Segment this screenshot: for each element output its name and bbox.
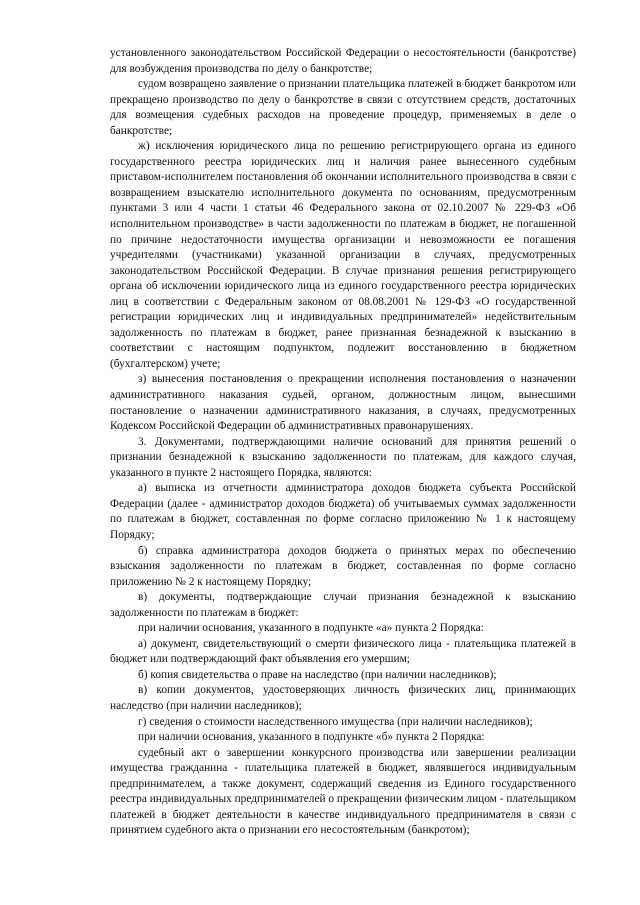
paragraph: судом возвращено заявление о признании плательщика платежей в бюджет банкротом или прекращено производство по делу о банкротстве в связи с отсутствием средств, достаточных для возмещения судебных расходов на проведение процедур, применяемых в деле о банкротстве;: [110, 78, 576, 137]
paragraph: установленного законодательством Российской Федерации о несостоятельности (банкротстве) для возбуждения производства по делу о банкротстве;: [110, 47, 576, 75]
paragraph: в) документы, подтверждающие случаи признания безнадежной к взысканию задолженности по платежам в бюджет:: [110, 591, 576, 619]
paragraph: з) вынесения постановления о прекращении исполнения постановления о назначении административного наказания судьей, органом, должностным лицом, вынесшими постановление о назначении административного наказания, в случаях, предусмотренных Кодексом Российской Федерации об административных правонарушениях.: [110, 373, 576, 433]
document-page: [110, 46, 576, 839]
paragraph: при наличии основания, указанного в подпункте «б» пункта 2 Порядка:: [138, 731, 485, 744]
paragraph: ж) исключения юридического лица по решению регистрирующего органа из единого государственного реестра юридических лиц и наличия ранее вынесенного судебным приставом-исполнителем постановления об окончании исполнительного производства в связи с возвращением взыскателю исполнительного документа по основаниям, предусмотренным пунктами 3 или 4 части 1 статьи 46 Федерального закона от 02.10.2007 № 229-ФЗ «Об исполнительном производстве» в части задолженности по платежам в бюджет, не погашенной по причине недостаточности имущества организации и невозможности ее погашения учредителями (участниками) указанной организации в случаях, предусмотренных законодательством Российской Федерации. В случае признания решения регистрирующего органа об исключении юридического лица из единого государственного реестра юридических лиц в соответствии с Федеральным законом от 08.08.2001 № 129-ФЗ «О государственной регистрации юридических лиц и индивидуальных предпринимателей» недействительным задолженность по платежам в бюджет, ранее признанная безнадежной к взысканию в соответствии с настоящим подпунктом, подлежит восстановлению в бюджетном (бухгалтерском) учете;: [110, 140, 576, 370]
paragraph: г) сведения о стоимости наследственного имущества (при наличии наследников);: [138, 715, 533, 728]
paragraph: в) копии документов, удостоверяющих личность физических лиц, принимающих наследство (при наличии наследников);: [110, 684, 576, 712]
paragraph: а) документ, свидетельствующий о смерти физического лица - плательщика платежей в бюджет или подтверждающий факт объявления его умершим;: [110, 637, 576, 666]
paragraph: судебный акт о завершении конкурсного производства или завершении реализации имущества гражданина - плательщика платежей в бюджет, являвшегося индивидуальным предпринимателем, а также документ, содержащий сведения из Единого государственного реестра индивидуальных предпринимателей о прекращении физическим лицом - плательщиком платежей в бюджет деятельности в качестве индивидуального предпринимателя в связи с принятием судебного акта о признании его несостоятельным (банкротом);: [110, 746, 576, 837]
paragraph: б) справка администратора доходов бюджета о принятых мерах по обеспечению взыскания задолженности по платежам в бюджет, составленная по форме согласно приложению № 2 к настоящему Порядку;: [110, 544, 576, 588]
paragraph: а) выписка из отчетности администратора доходов бюджета субъекта Российской Федерации (далее - администратор доходов бюджета) об учитываемых суммах задолженности по платежам в бюджет, составленная по форме согласно приложению № 1 к настоящему Порядку;: [110, 482, 576, 541]
paragraph: 3. Документами, подтверждающими наличие оснований для принятия решений о признании безнадежной к взысканию задолженности по платежам, для каждого случая, указанного в пункте 2 настоящего Порядка, являются:: [110, 435, 576, 479]
paragraph: при наличии основания, указанного в подпункте «а» пункта 2 Порядка:: [138, 622, 484, 635]
paragraph: б) копия свидетельства о праве на наследство (при наличии наследников);: [138, 668, 497, 681]
